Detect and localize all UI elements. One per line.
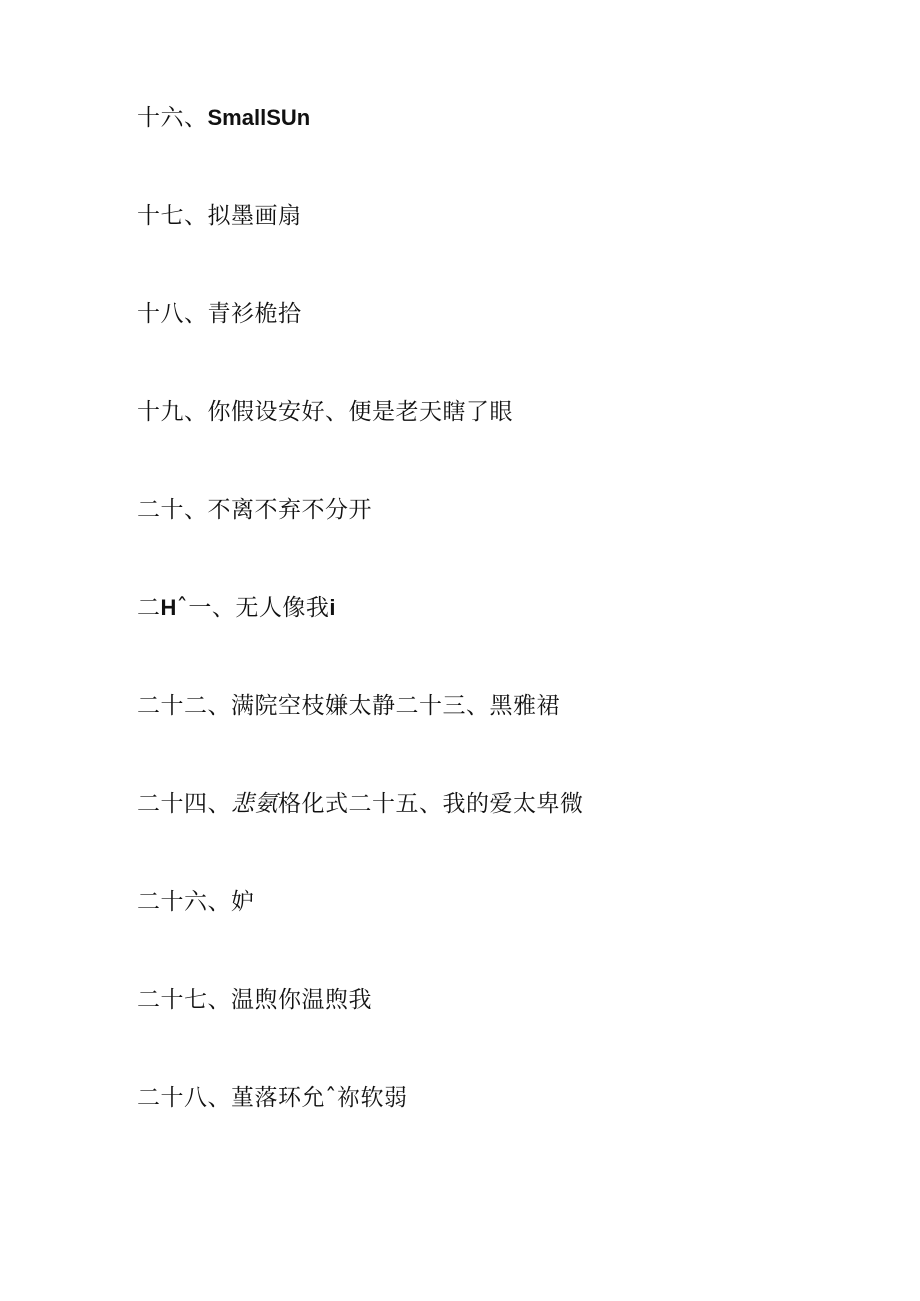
entry-text: SmallSUn	[207, 105, 311, 130]
list-item	[137, 296, 584, 394]
list-item	[137, 688, 584, 786]
list-item	[137, 884, 584, 982]
entry-number: 十九、	[137, 399, 208, 425]
entry-number: 二十八、	[137, 1085, 231, 1111]
list-item	[137, 492, 584, 590]
entry-number: 二十六、	[137, 889, 231, 915]
list-item	[137, 982, 584, 1080]
entry-text: 满院空枝嫌太静二十三、黑雅裙	[231, 693, 560, 719]
entry-number: 十八、	[137, 301, 208, 327]
list-item	[137, 198, 584, 296]
entry-text: 堇落环允ˆ祢软弱	[231, 1085, 408, 1111]
entry-text: 拟墨画扇	[207, 203, 302, 229]
list-item	[137, 100, 584, 198]
list-item	[137, 786, 584, 884]
list-item	[137, 394, 584, 492]
entry-number: 二十四、	[137, 791, 231, 817]
entry-text: 青衫桅拾	[207, 301, 302, 327]
entry-garbled-latin: H	[160, 595, 177, 620]
name-list	[137, 100, 584, 1178]
entry-text: 你假设安好、便是老天瞎了眼	[207, 399, 513, 425]
list-item	[137, 1080, 584, 1178]
entry-text: 不离不弃不分开	[207, 497, 372, 523]
entry-number: 二十七、	[137, 987, 231, 1013]
list-item	[137, 590, 584, 688]
entry-number: 十六、	[137, 105, 208, 131]
entry-text: 温煦你温煦我	[231, 987, 372, 1013]
entry-italic-text: 悲氨	[231, 791, 278, 817]
entry-text: 格化式二十五、我的爱太卑微	[278, 791, 584, 817]
entry-number: 二十、	[137, 497, 208, 523]
entry-text: ˆ一、无人像我	[176, 595, 330, 621]
entry-text: 妒	[231, 889, 255, 915]
entry-number: 二	[137, 595, 161, 621]
entry-number: 二十二、	[137, 693, 231, 719]
entry-garbled-tail: i	[329, 595, 336, 620]
entry-number: 十七、	[137, 203, 208, 229]
